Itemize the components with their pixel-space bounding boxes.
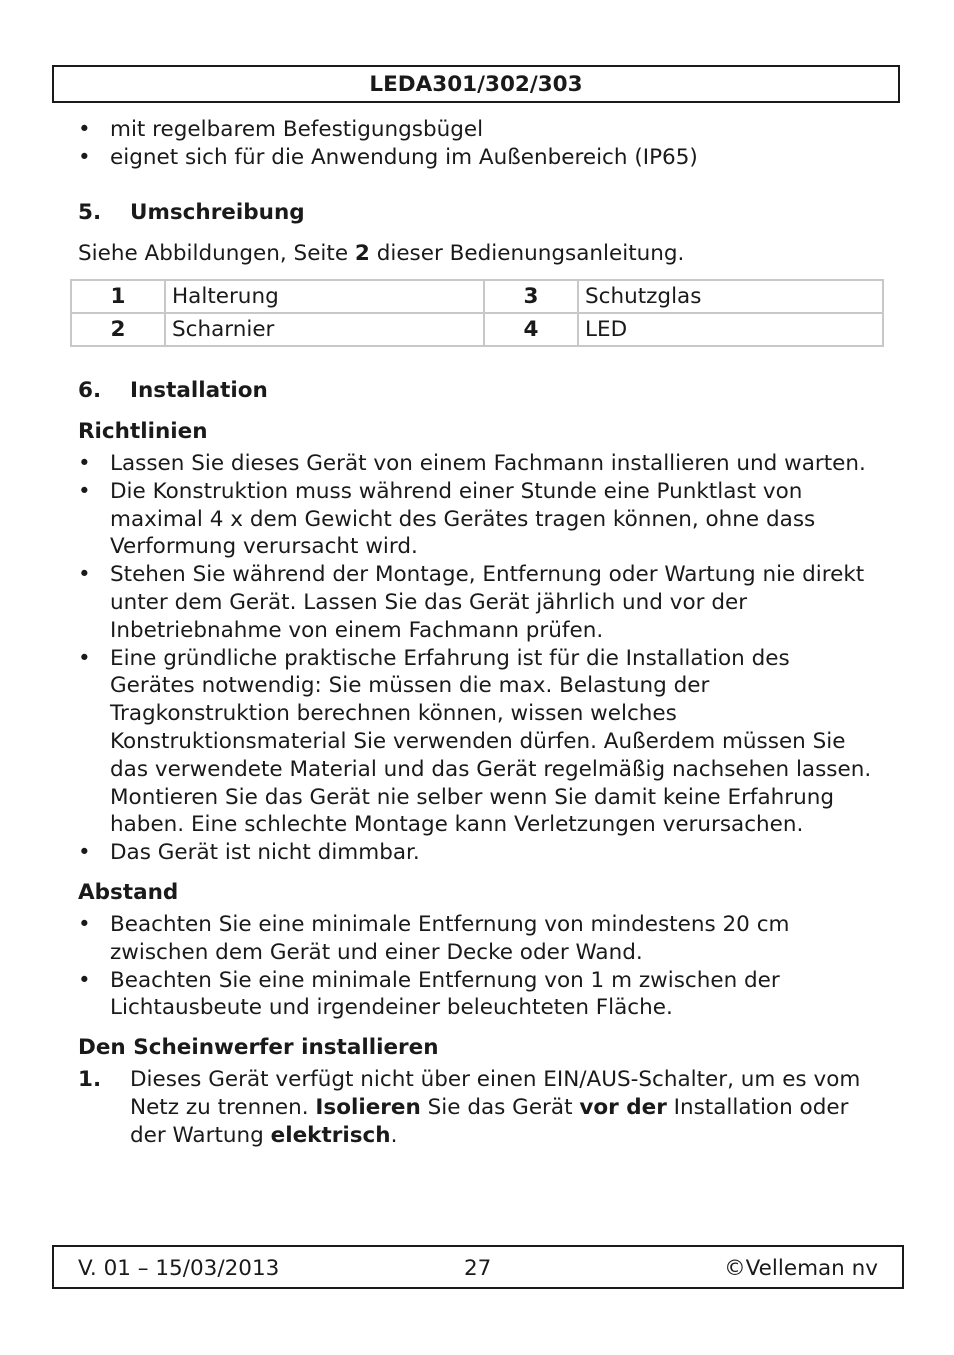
install-steps: [78, 1066, 878, 1149]
section-title: Installation: [130, 378, 268, 403]
distance-list: [78, 911, 878, 1022]
page-footer: [52, 1245, 904, 1289]
guidelines-heading: Richtlinien: [78, 419, 208, 444]
part-label: LED: [578, 313, 883, 346]
parts-table: [70, 279, 884, 347]
section-number: 6.: [78, 378, 102, 403]
table-row: [71, 313, 883, 346]
step-number: 1.: [78, 1067, 102, 1093]
text-run: .: [390, 1122, 398, 1148]
header-title: LEDA301/302/303: [369, 72, 583, 97]
list-item: • Beachten Sie eine minimale Entfernung von 1 m zwischen der Lichtausbeute und irgendeiner beleuchteten Fläche.: [78, 967, 878, 1023]
intro-bullet-list: [78, 116, 878, 172]
text-run: Installation oder der Wartung: [130, 1094, 849, 1148]
list-item: • mit regelbarem Befestigungsbügel: [78, 116, 878, 144]
install-heading: Den Scheinwerfer installieren: [78, 1035, 439, 1061]
text-run-bold: 2: [354, 240, 370, 266]
list-item: • Lassen Sie dieses Gerät von einem Fachmann installieren und warten.: [78, 450, 878, 478]
section-5-text: [78, 240, 878, 268]
list-item: • Die Konstruktion muss während einer Stunde eine Punktlast von maximal 4 x dem Gewicht des Gerätes tragen können, ohne dass Verformung verursacht wird.: [78, 478, 878, 561]
distance-heading: Abstand: [78, 879, 179, 905]
part-number: 1: [71, 280, 165, 313]
text-run-bold: vor der: [579, 1094, 667, 1120]
text-run: Siehe Abbildungen, Seite: [78, 240, 355, 266]
text-run-bold: elektrisch: [270, 1122, 391, 1148]
list-item: • Das Gerät ist nicht dimmbar.: [78, 839, 878, 867]
list-item: • Stehen Sie während der Montage, Entfernung oder Wartung nie direkt unter dem Gerät. Lassen Sie das Gerät jährlich und vor der Inbetriebnahme von einem Fachmann prüfen.: [78, 561, 878, 644]
part-label: Halterung: [165, 280, 484, 313]
list-item: • Beachten Sie eine minimale Entfernung von mindestens 20 cm zwischen dem Gerät und einer Decke oder Wand.: [78, 911, 878, 967]
section-number: 5.: [78, 199, 102, 225]
list-item: [78, 1066, 878, 1149]
footer-version: V. 01 – 15/03/2013: [78, 1256, 280, 1281]
text-run: Sie das Gerät: [420, 1094, 580, 1120]
list-item: • Eine gründliche praktische Erfahrung ist für die Installation des Gerätes notwendig: Sie müssen die max. Belastung der Tragkonstruktion berechnen können, wissen welches Konstruktionsmaterial Sie verwenden dürfen. Außerdem müssen Sie das verwendete Material und das Gerät regelmäßig nachsehen lassen. Montieren Sie das Gerät nie selber wenn Sie damit keine Erfahrung haben. Eine schlechte Montage kann Verletzungen verursachen.: [78, 645, 878, 840]
section-6-heading: [78, 377, 878, 405]
section-5-heading: [78, 199, 878, 227]
text-run: Dieses Gerät verfügt nicht über einen EIN/AUS-Schalter, um es vom Netz zu trennen.: [130, 1067, 861, 1120]
section-6: [78, 377, 878, 1150]
footer-page-number: 27: [464, 1256, 492, 1281]
part-number: 2: [71, 313, 165, 346]
part-label: Scharnier: [165, 313, 484, 346]
list-item: • eignet sich für die Anwendung im Außenbereich (IP65): [78, 144, 878, 172]
table-row: [71, 280, 883, 313]
part-label: Schutzglas: [578, 280, 883, 313]
text-run-bold: Isolieren: [315, 1094, 421, 1120]
guidelines-list: [78, 450, 878, 867]
page-content: [78, 116, 878, 268]
page-header: [52, 65, 900, 103]
footer-copyright: ©Velleman nv: [724, 1256, 878, 1281]
part-number: 4: [484, 313, 578, 346]
part-number: 3: [484, 280, 578, 313]
section-title: Umschreibung: [130, 199, 305, 225]
text-run: dieser Bedienungsanleitung.: [369, 240, 685, 266]
